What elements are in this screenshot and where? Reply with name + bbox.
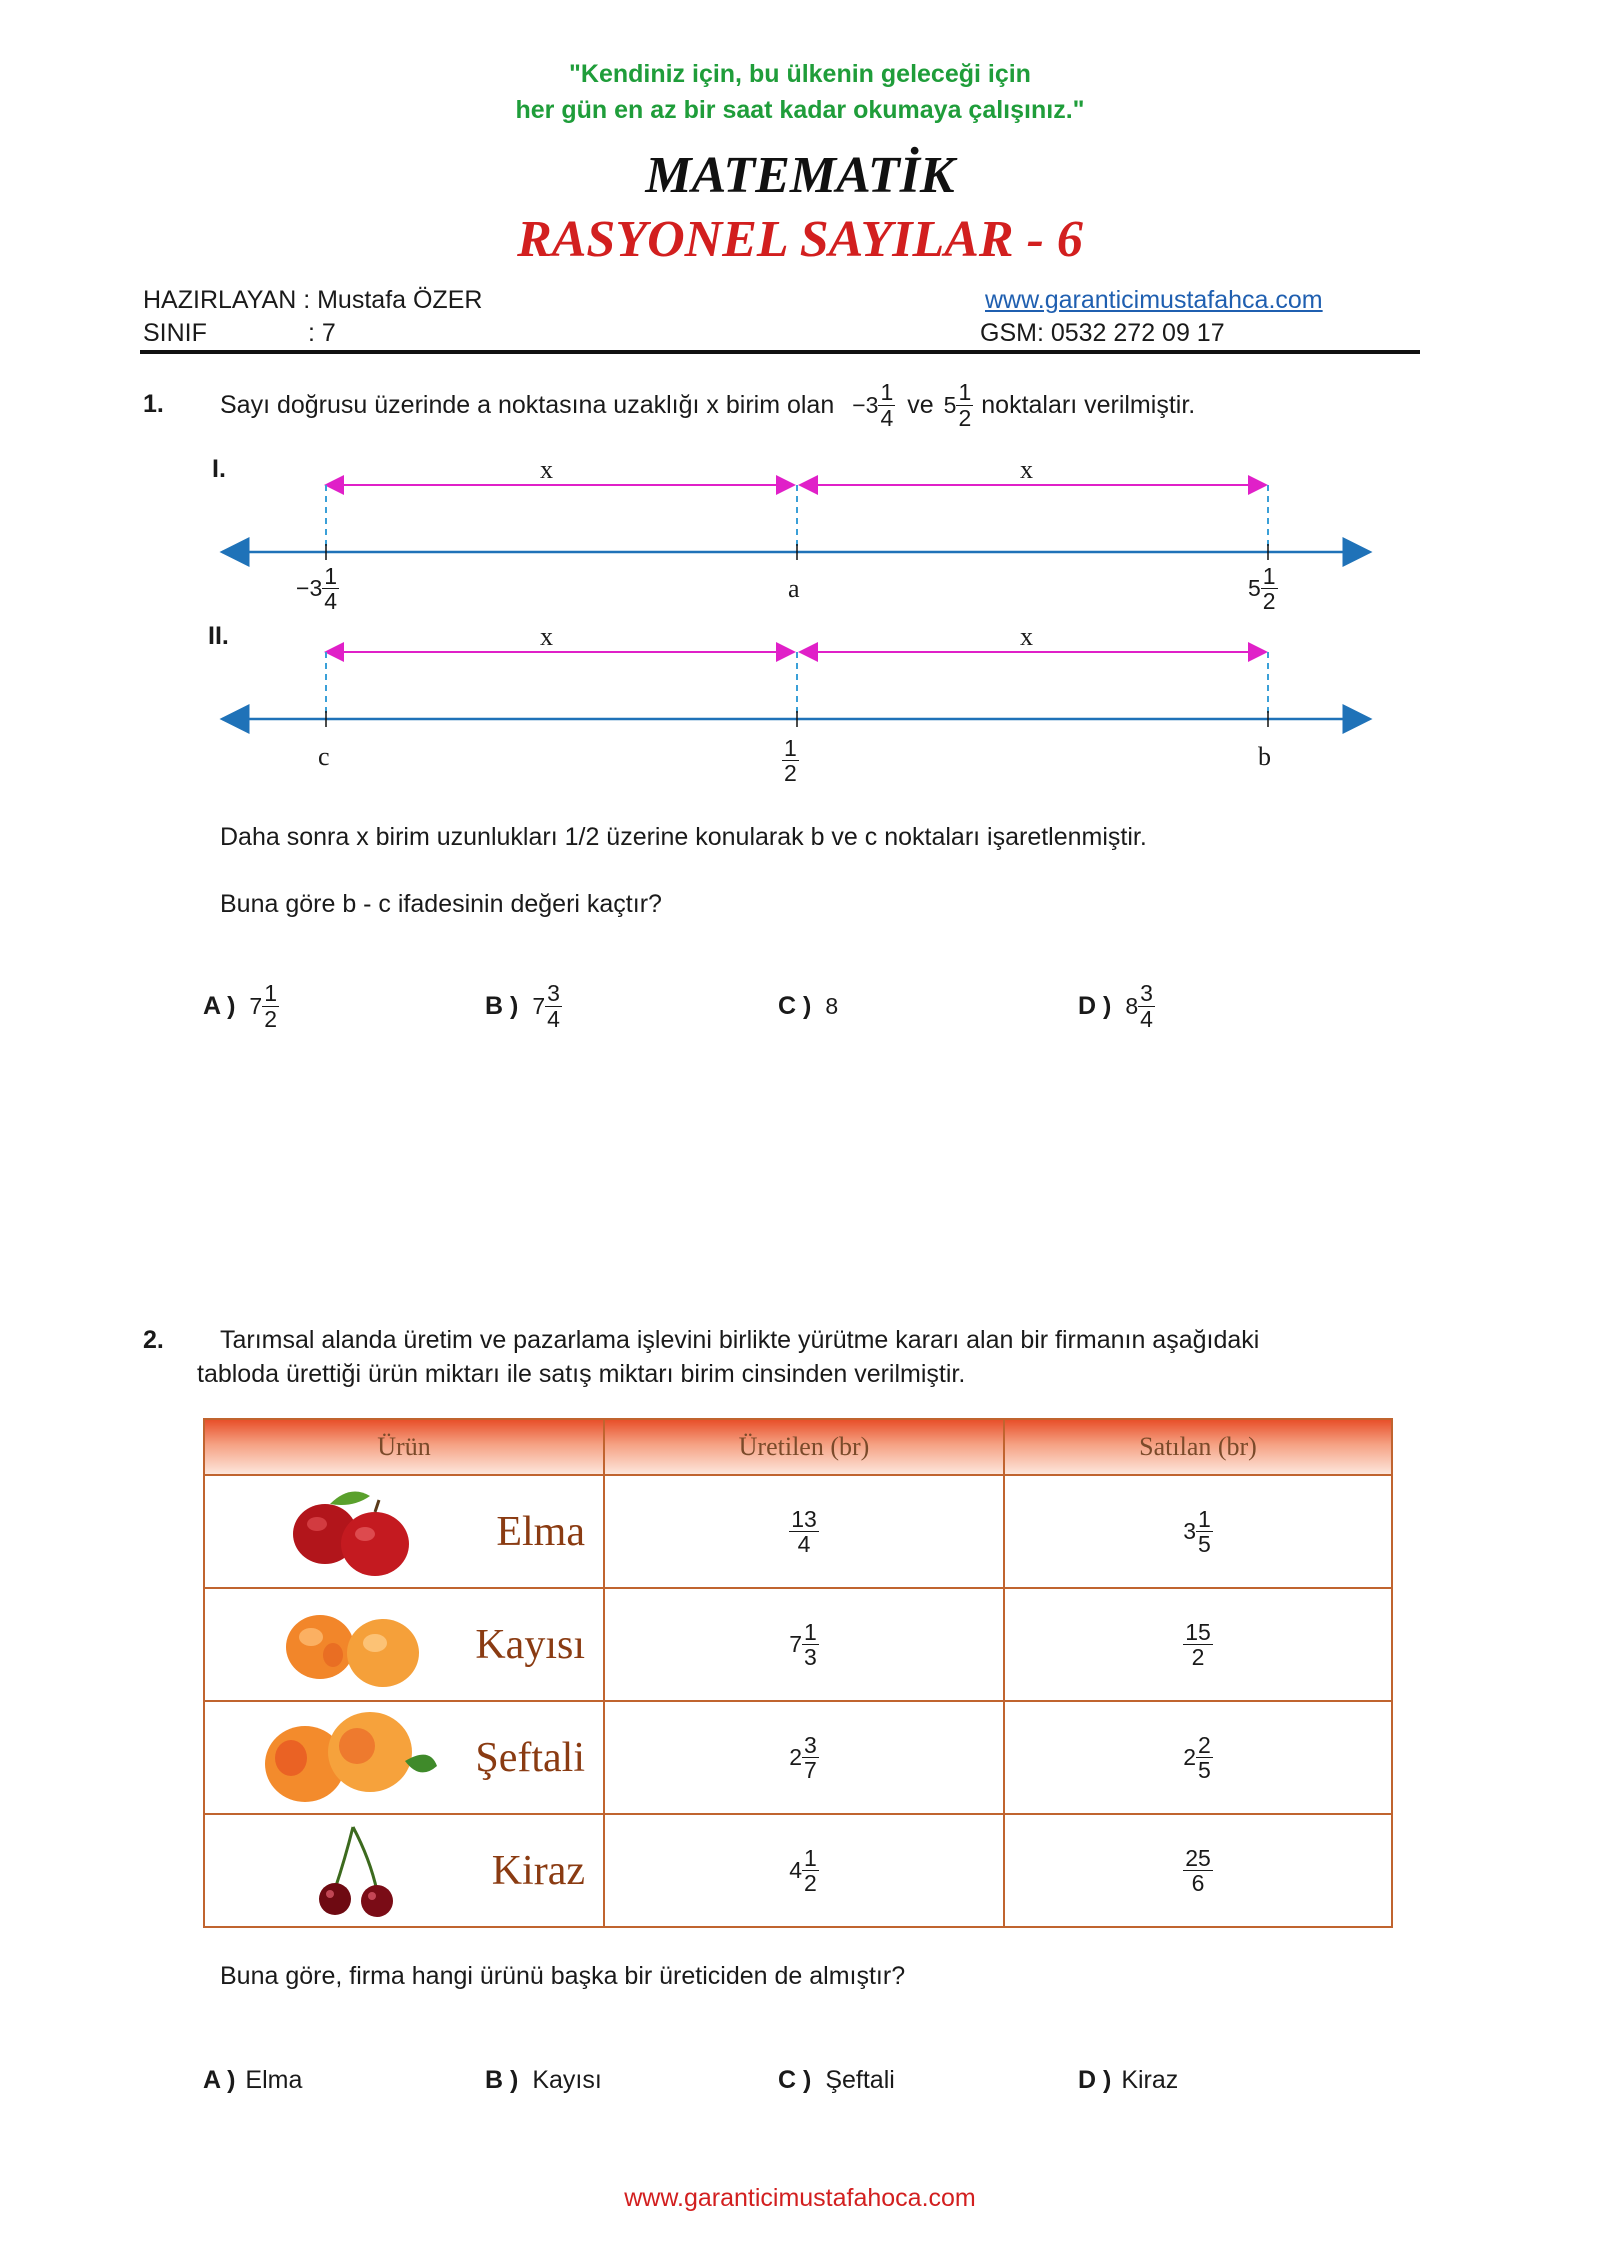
diagram-1 [222, 485, 1370, 560]
gsm-number: GSM: 0532 272 09 17 [980, 319, 1225, 347]
q2-text-line-2: tabloda ürettiği ürün miktarı ile satış miktarı birim cinsinden verilmiştir. [197, 1360, 966, 1388]
d2-point-left: c [318, 742, 330, 771]
diagram-2 [222, 652, 1370, 727]
q1-statement [220, 376, 1195, 434]
header-produced: Üretilen (br) [604, 1419, 1004, 1475]
header-product: Ürün [204, 1419, 604, 1475]
q2-number: 2. [143, 1326, 164, 1354]
produced-cell: $\frac{13}{4}$ [604, 1475, 1004, 1588]
product-name: Elma [496, 1508, 585, 1555]
number-line-diagrams [0, 440, 1600, 810]
d2-point-mid: $\frac{1}{2}$ [784, 735, 797, 787]
q1-option-c[interactable]: C ) 8 [778, 991, 839, 1020]
topic-title: RASYONEL SAYILAR - 6 [517, 211, 1083, 268]
q2-question: Buna göre, firma hangi ürünü başka bir üreticiden de almıştır? [220, 1962, 906, 1990]
product-cell [204, 1588, 604, 1701]
table-row [204, 1475, 1392, 1588]
q2-text-line-1: Tarımsal alanda üretim ve pazarlama işlevini birlikte yürütme kararı alan bir firmanın aşağıdaki [220, 1326, 1260, 1354]
q1-number: 1. [143, 390, 164, 418]
sold-cell: $\frac{25}{6}$ [1004, 1814, 1392, 1927]
class-label: SINIF [143, 319, 207, 347]
product-name: Kayısı [475, 1621, 585, 1668]
apple-icon [275, 1482, 425, 1582]
produced-cell: 7 $\frac{1}{3}$ [604, 1588, 1004, 1701]
q1-line-1: Daha sonra x birim uzunlukları 1/2 üzerine konularak b ve c noktaları işaretlenmiştir. [220, 823, 1147, 851]
sold-cell: 2 $\frac{2}{5}$ [1004, 1701, 1392, 1814]
produced-cell: 2 $\frac{3}{7}$ [604, 1701, 1004, 1814]
table-row [204, 1701, 1392, 1814]
product-name: Şeftali [475, 1734, 585, 1781]
quote-line-2: her gün en az bir saat kadar okumaya çalışınız." [515, 96, 1085, 124]
q1-text-post: noktaları verilmiştir. [981, 390, 1196, 419]
table-row [204, 1588, 1392, 1701]
d1-x-right: x [1020, 455, 1033, 484]
q1-line-2: Buna göre b - c ifadesinin değeri kaçtır? [220, 890, 662, 918]
cherry-icon [315, 1819, 465, 1919]
subject-title: MATEMATİK [645, 147, 955, 204]
d1-x-left: x [540, 455, 553, 484]
class-value: : 7 [308, 319, 336, 347]
sold-cell: $\frac{15}{2}$ [1004, 1588, 1392, 1701]
q1-option-a[interactable]: A ) 7 $\frac{1}{2}$ [203, 980, 277, 1032]
d2-x-left: x [540, 622, 553, 651]
q1-given-2: 5 $\frac{1}{2}$ [943, 379, 972, 431]
website-link[interactable]: www.garanticimustafahca.com [985, 286, 1323, 314]
q1-text-ve: ve [907, 390, 934, 419]
q2-option-c[interactable]: C ) Şeftali [778, 2065, 895, 2094]
d1-point-left: − 3 $\frac{1}{4}$ [296, 563, 338, 615]
q1-text-pre: Sayı doğrusu üzerinde a noktasına uzaklığı x birim olan [220, 390, 835, 419]
q2-option-b[interactable]: B ) Kayısı [485, 2065, 602, 2094]
q1-given-1: − 3 $\frac{1}{4}$ [852, 379, 894, 431]
quote-line-1: "Kendiniz için, bu ülkenin geleceği için [569, 60, 1031, 88]
header-sold: Satılan (br) [1004, 1419, 1392, 1475]
produced-cell: 4 $\frac{1}{2}$ [604, 1814, 1004, 1927]
header-divider [140, 350, 1420, 354]
d1-point-right: 5 $\frac{1}{2}$ [1248, 563, 1276, 615]
d1-label: I. [212, 455, 226, 483]
d2-x-right: x [1020, 622, 1033, 651]
q2-option-d[interactable]: D ) Kiraz [1078, 2065, 1179, 2094]
product-cell [204, 1701, 604, 1814]
sold-cell: 3 $\frac{1}{5}$ [1004, 1475, 1392, 1588]
product-table [203, 1418, 1393, 1928]
d2-label: II. [208, 622, 229, 650]
prepared-by: HAZIRLAYAN : Mustafa ÖZER [143, 286, 483, 314]
q1-option-b[interactable]: B ) 7 $\frac{3}{4}$ [485, 980, 560, 1032]
d1-point-mid: a [788, 574, 800, 603]
apricot-icon [275, 1595, 425, 1695]
q2-option-a[interactable]: A ) Elma [203, 2065, 303, 2094]
peach-icon [255, 1706, 445, 1806]
product-cell [204, 1814, 604, 1927]
d2-point-right: b [1258, 742, 1271, 771]
product-name: Kiraz [491, 1847, 585, 1894]
footer-website[interactable]: www.garanticimustafahoca.com [624, 2184, 976, 2212]
q1-option-d[interactable]: D ) 8 $\frac{3}{4}$ [1078, 980, 1153, 1032]
product-cell [204, 1475, 604, 1588]
table-row [204, 1814, 1392, 1927]
